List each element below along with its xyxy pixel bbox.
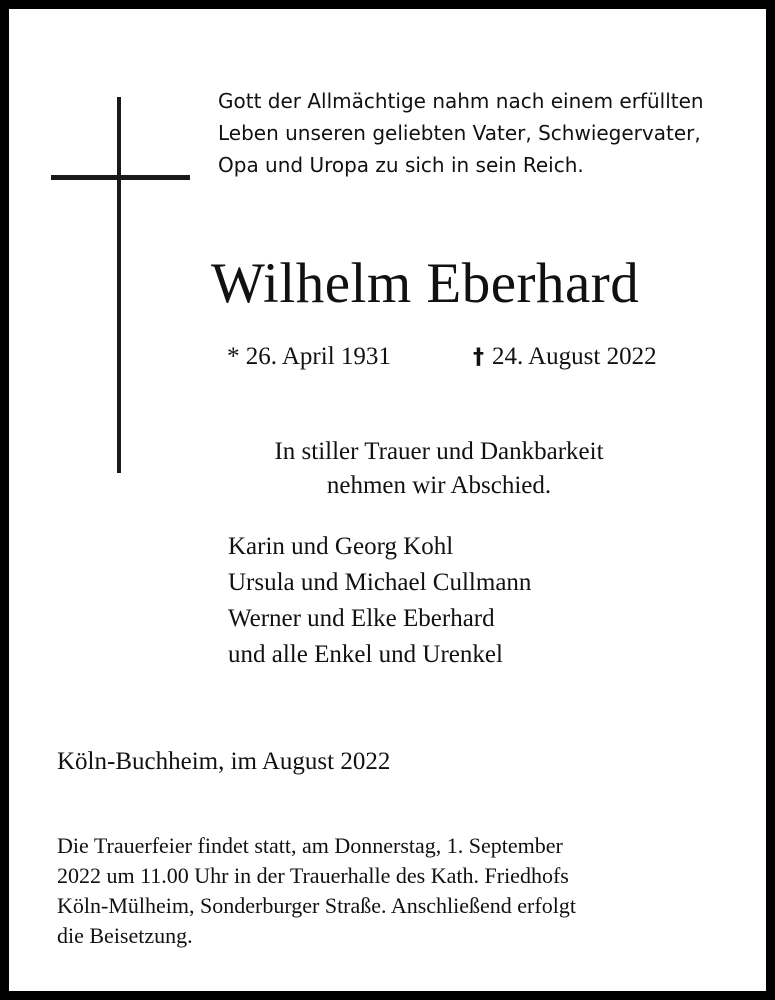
family-list <box>228 529 708 673</box>
funeral-line: die Beisetzung. <box>57 923 193 948</box>
birth-date: * 26. April 1931 <box>227 343 391 370</box>
family-member: Werner und Elke Eberhard <box>228 605 495 632</box>
intro-text <box>218 85 758 181</box>
family-member: Ursula und Michael Cullmann <box>228 569 532 596</box>
mourning-line: nehmen wir Abschied. <box>326 472 552 499</box>
funeral-line: 2022 um 11.00 Uhr in der Trauerhalle des Kath. Friedhofs <box>57 863 569 888</box>
mourning-line: In stiller Trauer und Dankbarkeit <box>274 438 604 465</box>
mourning-text <box>199 435 679 503</box>
cross-icon-horizontal-bar <box>51 175 190 180</box>
place-date: Köln-Buchheim, im August 2022 <box>57 748 391 775</box>
family-member: Karin und Georg Kohl <box>228 533 454 560</box>
death-date-group <box>473 341 657 374</box>
deceased-name: Wilhelm Eberhard <box>211 252 640 315</box>
cross-icon-vertical-bar <box>117 97 121 473</box>
intro-line: Gott der Allmächtige nahm nach einem erfüllten <box>218 89 704 113</box>
intro-line: Opa und Uropa zu sich in sein Reich. <box>218 153 584 177</box>
funeral-line: Die Trauerfeier findet statt, am Donnerstag, 1. September <box>57 833 563 858</box>
intro-line: Leben unseren geliebten Vater, Schwiegervater, <box>218 121 701 145</box>
family-member: und alle Enkel und Urenkel <box>228 641 503 668</box>
funeral-notice <box>57 831 747 951</box>
death-date: 24. August 2022 <box>492 343 657 370</box>
funeral-line: Köln-Mülheim, Sonderburger Straße. Anschließend erfolgt <box>57 893 576 918</box>
dagger-icon: † <box>473 345 484 370</box>
